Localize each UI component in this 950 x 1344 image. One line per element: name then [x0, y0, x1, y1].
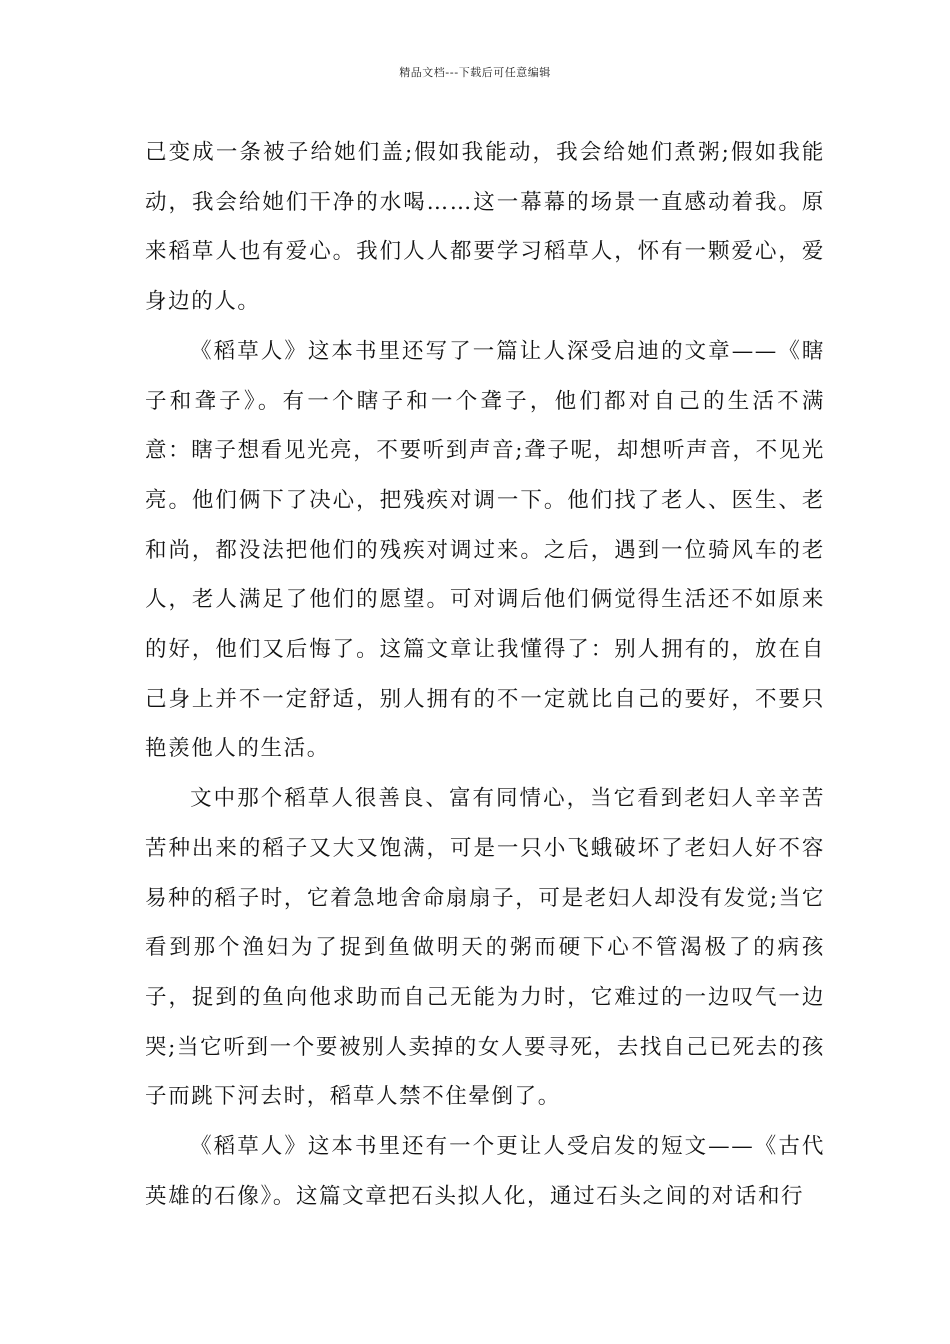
paragraph-4: 《稻草人》这本书里还有一个更让人受启发的短文——《古代英雄的石像》。这篇文章把石头拟人化，通过石头之间的对话和行: [145, 1134, 825, 1209]
page-header: 精品文档---下载后可任意编辑: [399, 66, 551, 79]
document-body: [145, 128, 825, 1221]
paragraph-3: 文中那个稻草人很善良、富有同情心，当它看到老妇人辛辛苦苦种出来的稻子又大又饱满，可是一只小飞蛾破坏了老妇人好不容易种的稻子时，它着急地舍命扇扇子，可是老妇人却没有发觉;当它看到那个渔妇为了捉到鱼做明天的粥而硬下心不管渴极了的病孩子，捉到的鱼向他求助而自己无能为力时，它难过的一边叹气一边哭;当它听到一个要被别人卖掉的女人要寻死，去找自己已死去的孩子而跳下河去时，稻草人禁不住晕倒了。: [145, 786, 825, 1110]
paragraph-2: 《稻草人》这本书里还写了一篇让人深受启迪的文章——《瞎子和聋子》。有一个瞎子和一个聋子，他们都对自己的生活不满意：瞎子想看见光亮，不要听到声音;聋子呢，却想听声音，不见光亮。他们俩下了决心，把残疾对调一下。他们找了老人、医生、老和尚，都没法把他们的残疾对调过来。之后，遇到一位骑风车的老人，老人满足了他们的愿望。可对调后他们俩觉得生活还不如原来的好，他们又后悔了。这篇文章让我懂得了：别人拥有的，放在自己身上并不一定舒适，别人拥有的不一定就比自己的要好，不要只艳羡他人的生活。: [145, 338, 825, 762]
paragraph-1: 己变成一条被子给她们盖;假如我能动，我会给她们煮粥;假如我能动，我会给她们干净的水喝……这一幕幕的场景一直感动着我。原来稻草人也有爱心。我们人人都要学习稻草人，怀有一颗爱心，爱身边的人。: [145, 140, 825, 315]
